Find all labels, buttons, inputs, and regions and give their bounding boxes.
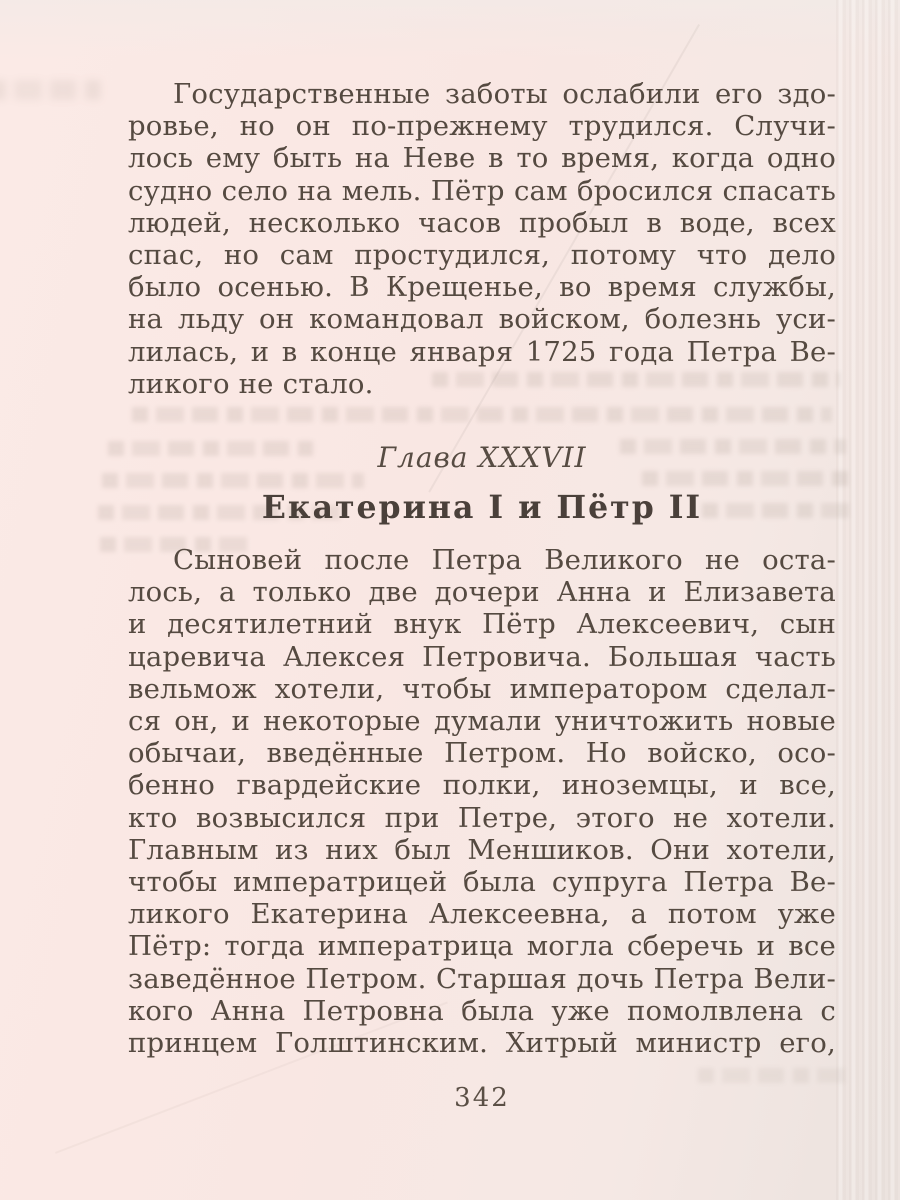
text-line: лилась, и в конце января 1725 года Петра Ве-	[128, 335, 836, 368]
text-line: Главным из них был Меншиков. Они хотели,	[128, 833, 836, 866]
text-line: заведённое Петром. Старшая дочь Петра Вели-	[128, 962, 836, 995]
text-line: вельмож хотели, чтобы императором сделал-	[128, 672, 836, 705]
text-line: спас, но сам простудился, потому что дело	[128, 239, 836, 272]
text-line: обычаи, введённые Петром. Но войско, осо-	[128, 737, 836, 770]
text-line: Сыновей после Петра Великого не оста-	[173, 544, 836, 577]
text-line: на льду он командовал войском, болезнь уси-	[128, 303, 836, 336]
text-line: было осенью. В Крещенье, во время службы,	[128, 271, 836, 304]
text-line: лось, а только две дочери Анна и Елизавета	[128, 576, 836, 609]
text-line: ровье, но он по-прежнему трудился. Случи-	[128, 110, 836, 143]
text-line: бенно гвардейские полки, иноземцы, и все,	[128, 769, 836, 802]
page-number: 342	[454, 1083, 510, 1114]
text-line: кого Анна Петровна была уже помолвлена с	[128, 994, 836, 1027]
text-line: ликого не стало.	[128, 367, 374, 400]
text-line: кто возвысился при Петре, этого не хотели.	[128, 801, 836, 834]
text-line: людей, несколько часов пробыл в воде, всех	[128, 206, 836, 239]
page-edge-shading-right	[836, 0, 900, 1200]
text-column	[128, 78, 836, 1113]
text-line: ликого Екатерина Алексеевна, а потом уже	[128, 898, 836, 931]
text-line: Пётр: тогда императрица могла сберечь и все	[128, 930, 836, 963]
text-line: царевича Алексея Петровича. Большая часть	[128, 640, 836, 673]
text-line: чтобы императрицей была супруга Петра Ве-	[128, 866, 836, 899]
text-line: судно село на мель. Пётр сам бросился спасать	[128, 174, 836, 207]
bleed-through-ghost	[0, 80, 102, 100]
page-edge-shading-top	[0, 0, 900, 58]
chapter-title: Екатерина I и Пётр II	[261, 489, 703, 527]
text-line: лось ему быть на Неве в то время, когда одно	[128, 142, 836, 175]
text-line: принцем Голштинским. Хитрый министр его,	[128, 1027, 836, 1060]
paragraph-intro	[128, 78, 836, 400]
text-line: ся он, и некоторые думали уничтожить новые	[128, 705, 836, 738]
chapter-heading: Глава XXXVII	[377, 441, 587, 475]
text-line: Государственные заботы ослабили его здо-	[173, 78, 836, 110]
paragraph-chapter	[128, 544, 836, 1059]
text-line: и десятилетний внук Пётр Алексеевич, сын	[128, 608, 836, 641]
